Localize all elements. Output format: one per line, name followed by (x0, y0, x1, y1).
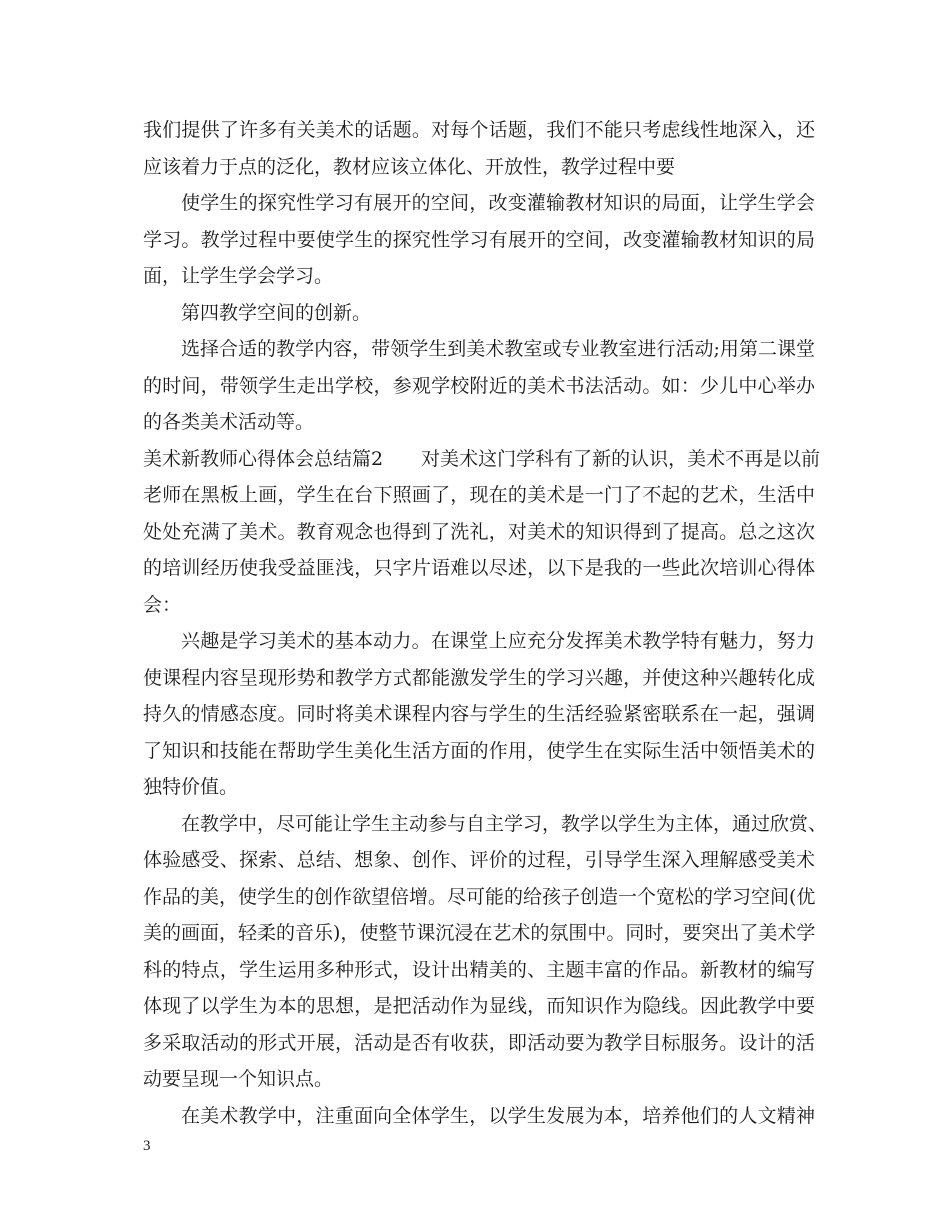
text-line: 的培训经历使我受益匪浅，只字片语难以尽述，以下是我的一些此次培训心得体 (143, 557, 815, 579)
text-line: 老师在黑板上画，学生在台下照画了，现在的美术是一门了不起的艺术，生活中 (143, 484, 815, 506)
section-heading: 第四教学空间的创新。 (181, 301, 372, 324)
text-line: 在美术教学中，注重面向全体学生，以学生发展为本，培养他们的人文精神 (181, 1104, 815, 1127)
text-line: 兴趣是学习美术的基本动力。在课堂上应充分发挥美术教学特有魅力，努力 (181, 630, 815, 652)
text-line: 了知识和技能在帮助学生美化生活方面的作用，使学生在实际生活中领悟美术的 (143, 739, 815, 762)
text-line: 动要呈现一个知识点。 (143, 1068, 334, 1090)
text-line: 应该着力于点的泛化，教材应该立体化、开放性，教学过程中要 (143, 155, 676, 178)
text-line: 使学生的探究性学习有展开的空间，改变灌输教材知识的局面，让学生学会 (181, 192, 815, 214)
text-line: 选择合适的教学内容，带领学生到美术教室或专业教室进行活动;用第二课堂 (181, 338, 815, 360)
text-line: 独特价值。 (143, 776, 239, 798)
text-line: 持久的情感态度。同时将美术课程内容与学生的生活经验紧密联系在一起，强调 (143, 703, 815, 725)
text-line: 使课程内容呈现形势和教学方式都能激发学生的学习兴趣，并使这种兴趣转化成 (143, 666, 815, 689)
document-body (143, 112, 828, 1134)
text-line: 的各类美术活动等。 (143, 411, 315, 433)
text-line: 会： (143, 593, 182, 616)
text-line: 科的特点，学生运用多种形式，设计出精美的、主题丰富的作品。新教材的编写 (143, 958, 815, 981)
article-heading-line: 美术新教师心得体会总结篇2 对美术这门学科有了新的认识，美术不再是以前 (143, 447, 821, 470)
text-line: 美的画面，轻柔的音乐)，使整节课沉浸在艺术的氛围中。同时，要突出了美术学 (143, 922, 816, 944)
text-line: 体验感受、探索、总结、想象、创作、评价的过程，引导学生深入理解感受美术 (143, 849, 815, 871)
text-line: 处处充满了美术。教育观念也得到了洗礼，对美术的知识得到了提高。总之这次 (143, 520, 815, 543)
page-number: 3 (143, 1138, 151, 1154)
text-line: 体现了以学生为本的思想，是把活动作为显线，而知识作为隐线。因此教学中要 (143, 995, 815, 1017)
text-line: 作品的美，使学生的创作欲望倍增。尽可能的给孩子创造一个宽松的学习空间(优 (143, 885, 816, 908)
text-line: 在教学中，尽可能让学生主动参与自主学习，教学以学生为主体，通过欣赏、 (181, 812, 828, 835)
text-line: 的时间，带领学生走出学校，参观学校附近的美术书法活动。如：少儿中心举办 (143, 374, 815, 397)
text-line: 多采取活动的形式开展，活动是否有收获，即活动要为教学目标服务。设计的活 (143, 1031, 815, 1054)
text-line: 我们提供了许多有关美术的话题。对每个话题，我们不能只考虑线性地深入，还 (143, 119, 815, 141)
text-line: 面，让学生学会学习。 (143, 265, 334, 287)
text-line: 学习。教学过程中要使学生的探究性学习有展开的空间，改变灌输教材知识的局 (143, 228, 815, 251)
